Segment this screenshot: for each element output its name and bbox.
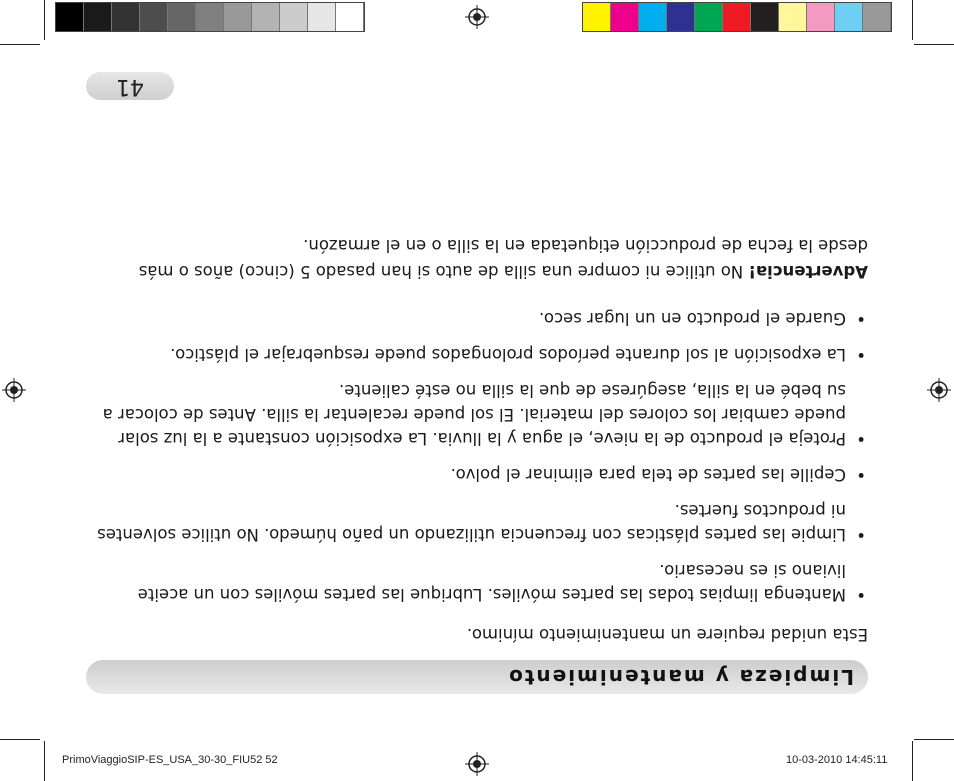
color-swatch [140, 3, 168, 31]
color-swatch [695, 3, 723, 31]
crop-mark [0, 739, 40, 740]
warning-label: Advertencia! [748, 262, 868, 281]
color-swatch [611, 3, 639, 31]
color-swatch [751, 3, 779, 31]
intro-paragraph: Esta unidad requiere un mantenimiento mínimo. [466, 625, 868, 644]
color-swatch [280, 3, 308, 31]
crop-mark [914, 739, 954, 740]
registration-mark-icon [465, 5, 489, 29]
color-swatch [112, 3, 140, 31]
care-instructions-list [86, 306, 868, 606]
section-heading-bar [86, 660, 868, 694]
crop-mark [912, 0, 913, 40]
color-swatch [56, 3, 84, 31]
list-item: • La exposición al sol durante períodos prolongados puede resquebrajar el plástico. [86, 342, 868, 366]
list-item: • Limpie las partes plásticas con frecuencia utilizando un paño húmedo. No utilice solventes ni productos fuertes. [86, 498, 868, 546]
page-content [86, 186, 868, 694]
color-swatch [224, 3, 252, 31]
registration-mark-icon [927, 378, 951, 402]
color-swatch-bar [582, 2, 892, 32]
list-item: • Proteja el producto de la nieve, el agua y la lluvia. La exposición constante a la luz solar puede cambiar los colores del material. El sol puede recalentar la silla. Antes de colocar a su bebé en la silla, asegúrese de que la silla no esté caliente. [86, 378, 868, 450]
color-swatch [583, 3, 611, 31]
color-swatch [252, 3, 280, 31]
registration-mark-icon [465, 752, 489, 776]
color-swatch [336, 3, 364, 31]
grayscale-swatch-bar [55, 2, 365, 32]
crop-mark [912, 741, 913, 781]
crop-mark [44, 0, 45, 40]
color-swatch [639, 3, 667, 31]
color-swatch [723, 3, 751, 31]
warning-paragraph [86, 232, 868, 284]
footer-file-info: PrimoViaggioSIP-ES_USA_30-30_FIU52 52 [62, 754, 278, 766]
warning-text: No utilice ni compre una silla de auto si han pasado 5 (cinco) años o más desde la fecha de producción etiquetada en la silla o en el armazón. [138, 236, 868, 281]
page-number: 41 [116, 74, 144, 99]
crop-mark [44, 741, 45, 781]
crop-mark [0, 44, 40, 45]
list-item: • Cepille las partes de tela para eliminar el polvo. [86, 462, 868, 486]
footer-timestamp: 10-03-2010 14:45:11 [786, 754, 888, 766]
list-item: • Guarde el producto en un lugar seco. [86, 306, 868, 330]
registration-mark-icon [2, 378, 26, 402]
color-swatch [84, 3, 112, 31]
color-swatch [667, 3, 695, 31]
color-swatch [308, 3, 336, 31]
color-swatch [807, 3, 835, 31]
color-swatch [779, 3, 807, 31]
color-swatch [835, 3, 863, 31]
color-swatch [196, 3, 224, 31]
color-swatch [863, 3, 891, 31]
section-heading: Limpieza y mantenimiento [507, 665, 854, 689]
list-item: • Mantenga limpias todas las partes móviles. Lubrique las partes móviles con un aceite liviano si es necesario. [86, 558, 868, 606]
color-swatch [168, 3, 196, 31]
crop-mark [914, 44, 954, 45]
